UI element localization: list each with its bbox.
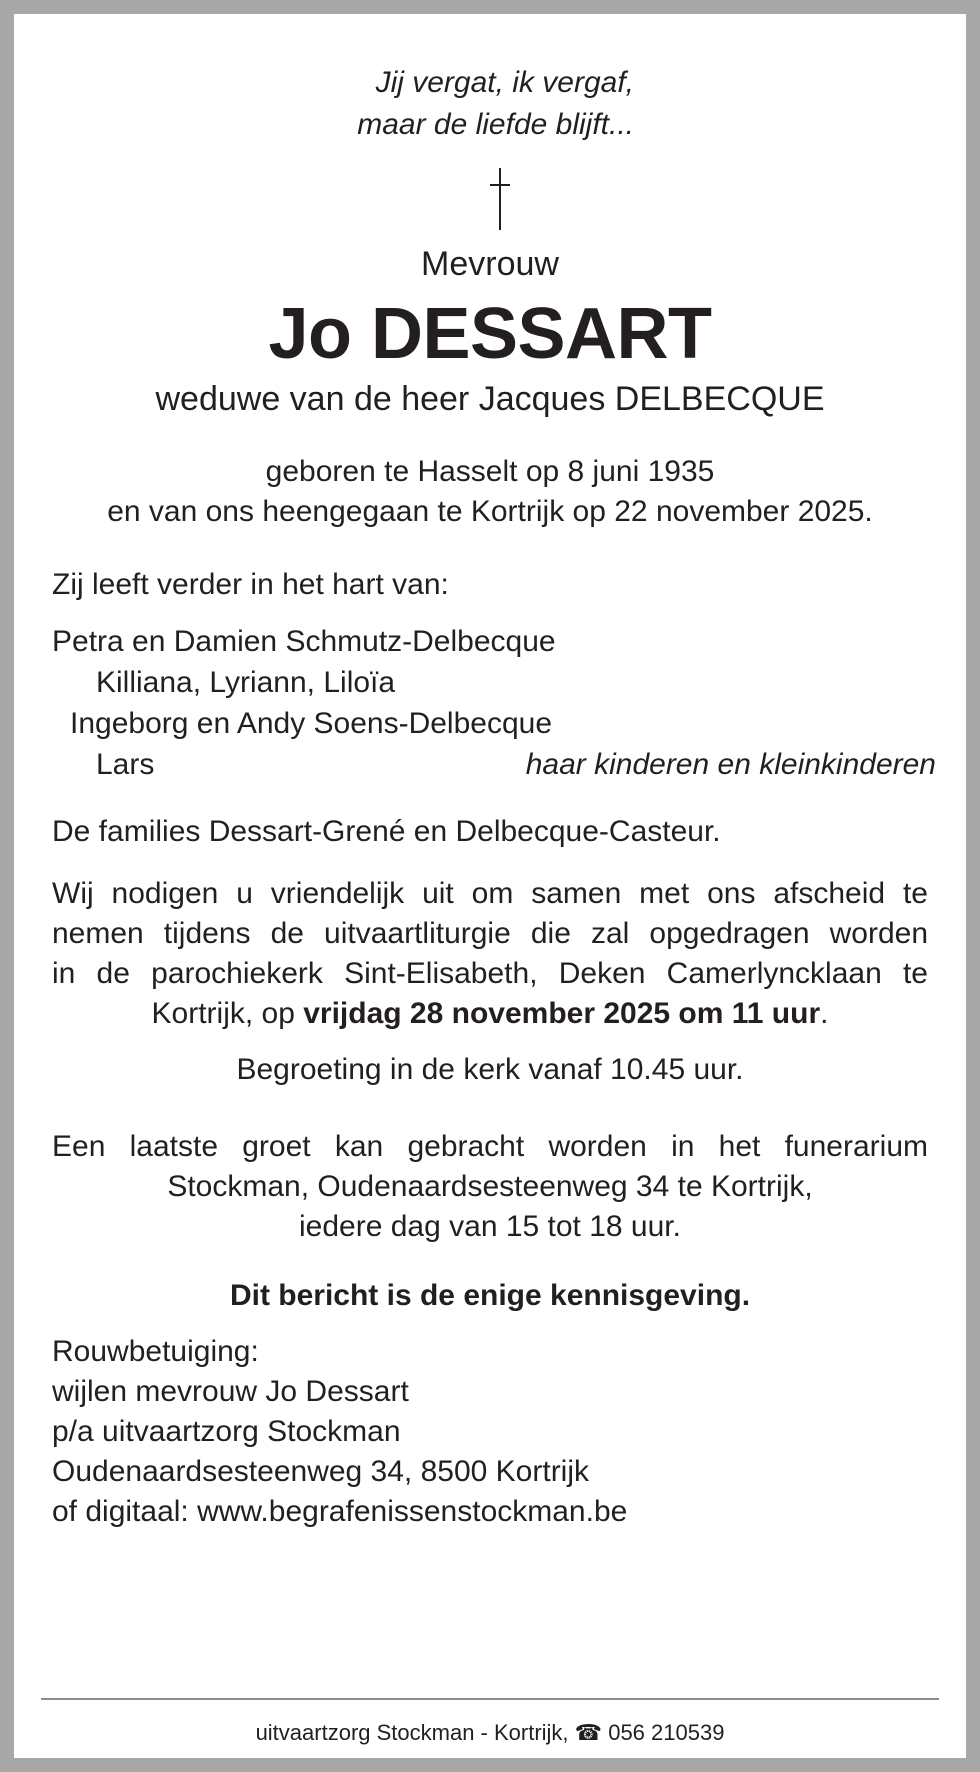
footer [14,1718,966,1748]
widow-of: weduwe van de heer Jacques DELBECQUE [155,380,825,418]
family-relation: haar kinderen en kleinkinderen [525,748,936,781]
condolences-line-1: Rouwbetuiging: [52,1335,259,1368]
condolences [52,1332,627,1532]
visit [52,1127,928,1247]
obituary-card [14,14,966,1758]
funeral-date-time: vrijdag 28 november 2025 om 11 uur [303,997,821,1030]
quote [14,62,634,146]
visit-line-1: Een laatste groet kan gebracht worden in het funerarium [52,1130,928,1163]
born-line: geboren te Hasselt op 8 juni 1935 [265,455,715,488]
families: De families Dessart-Grené en Delbecque-Casteur. [52,815,721,848]
invitation-line-4: Kortrijk, op vrijdag 28 november 2025 om 11 uur. [151,997,829,1030]
quote-line-2: maar de liefde blijft... [357,108,634,141]
condolences-line-2: wijlen mevrouw Jo Dessart [52,1375,409,1408]
invitation-line-1: Wij nodigen u vriendelijk uit om samen met ons afscheid te [52,877,928,910]
footer-divider [41,1698,939,1700]
salutation: Mevrouw [421,245,559,283]
condolences-website: of digitaal: www.begrafenissenstockman.be [52,1495,628,1528]
phone-icon: ☎ [574,1720,603,1745]
condolences-line-4: Oudenaardsesteenweg 34, 8500 Kortrijk [52,1455,590,1488]
visit-line-3: iedere dag van 15 tot 18 uur. [299,1210,681,1243]
family-line-4: Lars [96,748,155,781]
deceased-name: Jo DESSART [268,294,712,374]
footer-phone: 056 210539 [608,1720,725,1745]
notice: Dit bericht is de enige kennisgeving. [229,1279,751,1312]
lives-on: Zij leeft verder in het hart van: [52,568,449,601]
greeting-time: Begroeting in de kerk vanaf 10.45 uur. [236,1053,744,1086]
family-line-1: Petra en Damien Schmutz-Delbecque [52,625,556,658]
visit-line-2: Stockman, Oudenaardsesteenweg 34 te Kortrijk, [167,1170,813,1203]
family-line-3: Ingeborg en Andy Soens-Delbecque [70,707,553,740]
invitation-line-2: nemen tijdens de uitvaartliturgie die zal opgedragen worden [52,917,928,950]
family-line-2: Killiana, Lyriann, Liloïa [96,666,396,699]
invitation-line-3: in de parochiekerk Sint-Elisabeth, Deken Camerlyncklaan te [52,957,928,990]
quote-line-1: Jij vergat, ik vergaf, [375,66,634,99]
condolences-line-3: p/a uitvaartzorg Stockman [52,1415,401,1448]
cross-icon [490,168,510,230]
footer-company: uitvaartzorg Stockman - Kortrijk, [255,1720,569,1745]
died-line: en van ons heengegaan te Kortrijk op 22 november 2025. [107,495,873,528]
invitation [52,874,928,1034]
